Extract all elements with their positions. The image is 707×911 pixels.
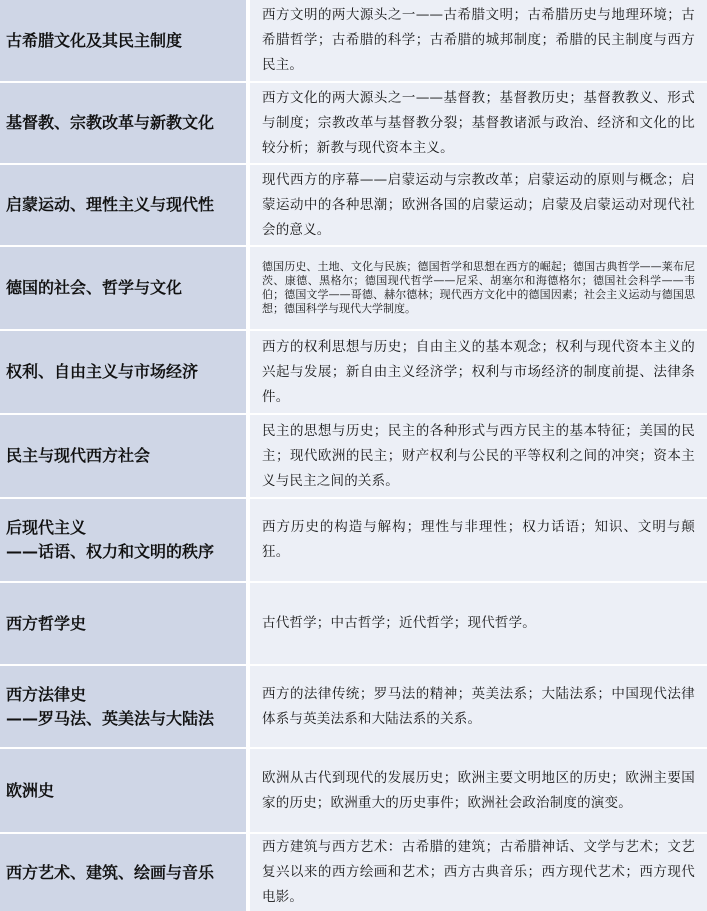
table-row [0, 833, 707, 911]
course-description: 欧洲从古代到现代的发展历史；欧洲主要文明地区的历史；欧洲主要国家的历史；欧洲重大的历史事件；欧洲社会政治制度的演变。 [262, 769, 695, 811]
course-description: 西方的法律传统；罗马法的精神；英美法系；大陆法系；中国现代法律体系与英美法系和大陆法系的关系。 [262, 685, 695, 727]
course-title: 西方哲学史 [6, 613, 87, 633]
course-description-cell [248, 246, 707, 330]
table-row [0, 164, 707, 246]
table-row [0, 498, 707, 582]
course-title-cell [0, 0, 248, 82]
course-title: 西方艺术、建筑、绘画与音乐 [6, 862, 215, 882]
course-title: 后现代主义 ——话语、权力和文明的秩序 [6, 518, 215, 561]
course-title: 西方法律史 ——罗马法、英美法与大陆法 [6, 684, 215, 728]
course-description: 德国历史、土地、文化与民族；德国哲学和思想在西方的崛起；德国古典哲学——莱布尼茨、康德、黑格尔；德国现代哲学——尼采、胡塞尔和海德格尔；德国社会科学——韦伯；德国文学——哥德、赫尔德林；现代西方文化中的德国因素；社会主义运动与德国思想；德国科学与现代大学制度。 [262, 260, 695, 315]
course-description: 西方建筑与西方艺术：古希腊的建筑；古希腊神话、文学与艺术；文艺复兴以来的西方绘画和艺术；西方古典音乐；西方现代艺术；西方现代电影。 [262, 839, 695, 905]
table-row [0, 748, 707, 833]
table-row [0, 330, 707, 414]
course-title: 权利、自由主义与市场经济 [6, 362, 199, 381]
course-title-cell [0, 164, 248, 246]
course-description: 西方文化的两大源头之一——基督教；基督教历史；基督教教义、形式与制度；宗教改革与基督教分裂；基督教诸派与政治、经济和文化的比较分析；新教与现代资本主义。 [262, 89, 695, 156]
course-description: 古代哲学；中古哲学；近代哲学；现代哲学。 [262, 615, 536, 631]
course-title-cell [0, 414, 248, 498]
course-description-cell [248, 0, 707, 82]
course-description-cell [248, 665, 707, 748]
course-description-cell [248, 498, 707, 582]
course-title-cell [0, 82, 248, 164]
course-title: 欧洲史 [6, 780, 55, 800]
course-title-cell [0, 498, 248, 582]
course-description-cell [248, 414, 707, 498]
course-title-cell [0, 246, 248, 330]
course-title-cell [0, 833, 248, 911]
table-row [0, 0, 707, 82]
course-title-cell [0, 330, 248, 414]
course-description-cell [248, 833, 707, 911]
course-description: 西方的权利思想与历史；自由主义的基本观念；权利与现代资本主义的兴起与发展；新自由主义经济学；权利与市场经济的制度前提、法律条件。 [262, 338, 695, 405]
course-description-cell [248, 582, 707, 665]
course-title-cell [0, 665, 248, 748]
course-title: 德国的社会、哲学与文化 [6, 278, 183, 297]
course-description: 民主的思想与历史；民主的各种形式与西方民主的基本特征；美国的民主；现代欧洲的民主；财产权利与公民的平等权利之间的冲突；资本主义与民主之间的关系。 [262, 422, 695, 489]
course-title: 启蒙运动、理性主义与现代性 [6, 195, 215, 214]
course-description-cell [248, 82, 707, 164]
course-description: 现代西方的序幕——启蒙运动与宗教改革；启蒙运动的原则与概念；启蒙运动中的各种思潮；欧洲各国的启蒙运动；启蒙及启蒙运动对现代社会的意义。 [262, 171, 695, 238]
course-description: 西方文明的两大源头之一——古希腊文明；古希腊历史与地理环境；古希腊哲学；古希腊的科学；古希腊的城邦制度；希腊的民主制度与西方民主。 [262, 7, 695, 73]
table-row [0, 414, 707, 498]
course-title-cell [0, 582, 248, 665]
course-description-cell [248, 330, 707, 414]
course-title: 古希腊文化及其民主制度 [6, 30, 183, 50]
table-row [0, 582, 707, 665]
table-row [0, 665, 707, 748]
table-row [0, 82, 707, 164]
table-row [0, 246, 707, 330]
course-description: 西方历史的构造与解构；理性与非理性；权力话语；知识、文明与颠狂。 [262, 519, 695, 560]
course-description-cell [248, 164, 707, 246]
course-title: 基督教、宗教改革与新教文化 [6, 113, 215, 132]
course-title: 民主与现代西方社会 [6, 446, 151, 465]
course-title-cell [0, 748, 248, 833]
course-description-cell [248, 748, 707, 833]
